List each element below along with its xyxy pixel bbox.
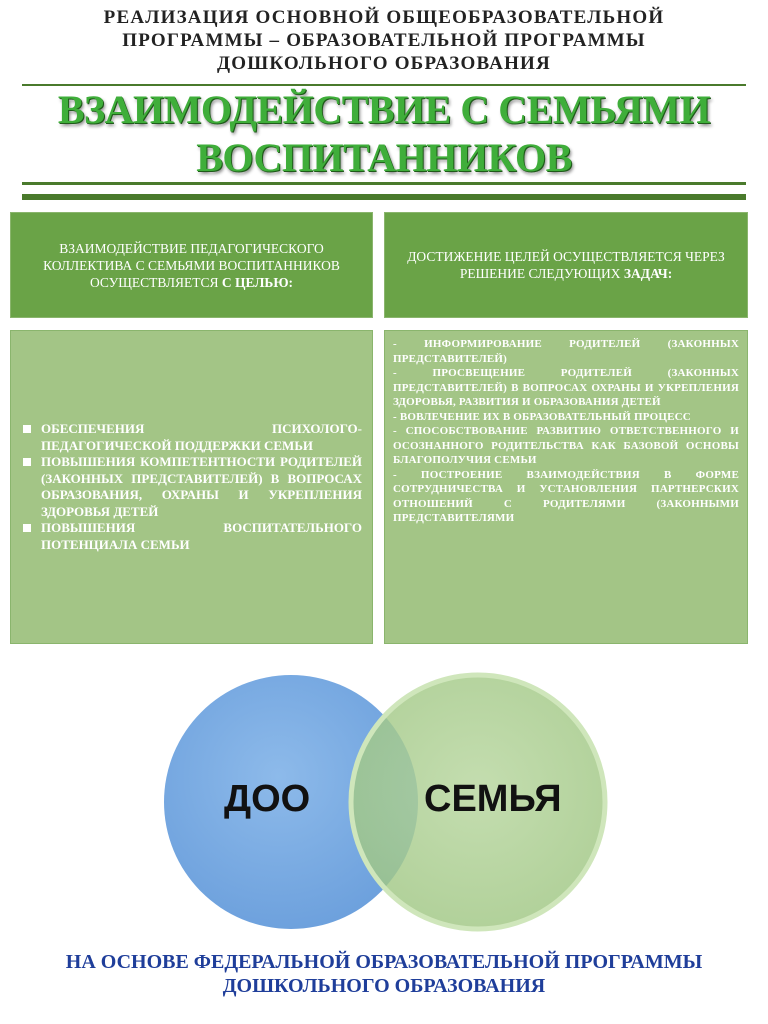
divider-thin	[22, 182, 746, 185]
tasks-heading-bold: ЗАДАЧ:	[623, 266, 673, 281]
header-line: РЕАЛИЗАЦИЯ ОСНОВНОЙ ОБЩЕОБРАЗОВАТЕЛЬНОЙ	[103, 7, 665, 28]
venn-diagram	[0, 660, 768, 940]
page-title	[20, 86, 748, 182]
goal-item: ПОВЫШЕНИЯ КОМПЕТЕНТНОСТИ РОДИТЕЛЕЙ (ЗАКОННЫХ ПРЕДСТАВИТЕЛЕЙ) В ВОПРОСАХ ОБРАЗОВАНИЯ, ОХРАНЫ И УКРЕПЛЕНИЯ ЗДОРОВЬЯ ДЕТЕЙ	[19, 454, 362, 520]
goal-item: ПОВЫШЕНИЯ ВОСПИТАТЕЛЬНОГО ПОТЕНЦИАЛА СЕМЬИ	[19, 520, 362, 553]
tasks-heading	[399, 248, 733, 282]
title-line: ВЗАИМОДЕЙСТВИЕ С СЕМЬЯМИ	[57, 87, 711, 132]
task-item: - ПОСТРОЕНИЕ ВЗАИМОДЕЙСТВИЯ В ФОРМЕ СОТРУДНИЧЕСТВА И УСТАНОВЛЕНИЯ ПАРТНЕРСКИХ ОТНОШЕНИЙ С РОДИТЕЛЯМИ (ЗАКОННЫМИ ПРЕДСТАВИТЕЛЯМИ	[393, 468, 739, 524]
goals-heading-text: ВЗАИМОДЕЙСТВИЕ ПЕДАГОГИЧЕСКОГО КОЛЛЕКТИВА С СЕМЬЯМИ ВОСПИТАННИКОВ ОСУЩЕСТВЛЯЕТСЯ	[43, 240, 340, 290]
tasks-heading-box	[384, 212, 748, 318]
footer-line: ДОШКОЛЬНОГО ОБРАЗОВАНИЯ	[222, 975, 546, 997]
task-item: - ВОВЛЕЧЕНИЕ ИХ В ОБРАЗОВАТЕЛЬНЫЙ ПРОЦЕСС	[393, 410, 691, 423]
tasks-box	[384, 330, 748, 644]
task-item: - ПРОСВЕЩЕНИЕ РОДИТЕЛЕЙ (ЗАКОННЫХ ПРЕДСТАВИТЕЛЕЙ) В ВОПРОСАХ ОХРАНЫ И УКРЕПЛЕНИЯ ЗДОРОВЬЯ, РАЗВИТИЯ И ОБРАЗОВАНИЯ ДЕТЕЙ	[393, 367, 739, 408]
divider-thick	[22, 194, 746, 200]
tasks-list	[393, 337, 739, 526]
document-footer	[0, 950, 768, 998]
goal-item: ОБЕСПЕЧЕНИЯ ПСИХОЛОГО-ПЕДАГОГИЧЕСКОЙ ПОДДЕРЖКИ СЕМЬИ	[19, 421, 362, 454]
goals-list	[11, 421, 372, 553]
venn-label-doo: ДОО	[224, 778, 311, 820]
header-line: ДОШКОЛЬНОГО ОБРАЗОВАНИЯ	[217, 53, 551, 74]
goals-heading-bold: С ЦЕЛЬЮ:	[221, 274, 294, 290]
task-item: - СПОСОБСТВОВАНИЕ РАЗВИТИЮ ОТВЕТСТВЕННОГО И ОСОЗНАННОГО РОДИТЕЛЬСТВА КАК БАЗОВОЙ ОСНОВЫ БЛАГОПОЛУЧИЯ СЕМЬИ	[393, 425, 739, 466]
venn-label-family: СЕМЬЯ	[424, 778, 562, 820]
tasks-heading-text: ДОСТИЖЕНИЕ ЦЕЛЕЙ ОСУЩЕСТВЛЯЕТСЯ ЧЕРЕЗ РЕШЕНИЕ СЛЕДУЮЩИХ	[407, 249, 725, 281]
footer-line: НА ОСНОВЕ ФЕДЕРАЛЬНОЙ ОБРАЗОВАТЕЛЬНОЙ ПРОГРАММЫ	[65, 951, 703, 973]
goals-heading-box	[10, 212, 373, 318]
document-header	[20, 6, 748, 75]
title-line: ВОСПИТАННИКОВ	[196, 135, 572, 180]
goals-heading	[25, 240, 358, 291]
goals-box	[10, 330, 373, 644]
header-line: ПРОГРАММЫ – ОБРАЗОВАТЕЛЬНОЙ ПРОГРАММЫ	[122, 30, 646, 51]
task-item: - ИНФОРМИРОВАНИЕ РОДИТЕЛЕЙ (ЗАКОННЫХ ПРЕДСТАВИТЕЛЕЙ)	[393, 338, 739, 365]
